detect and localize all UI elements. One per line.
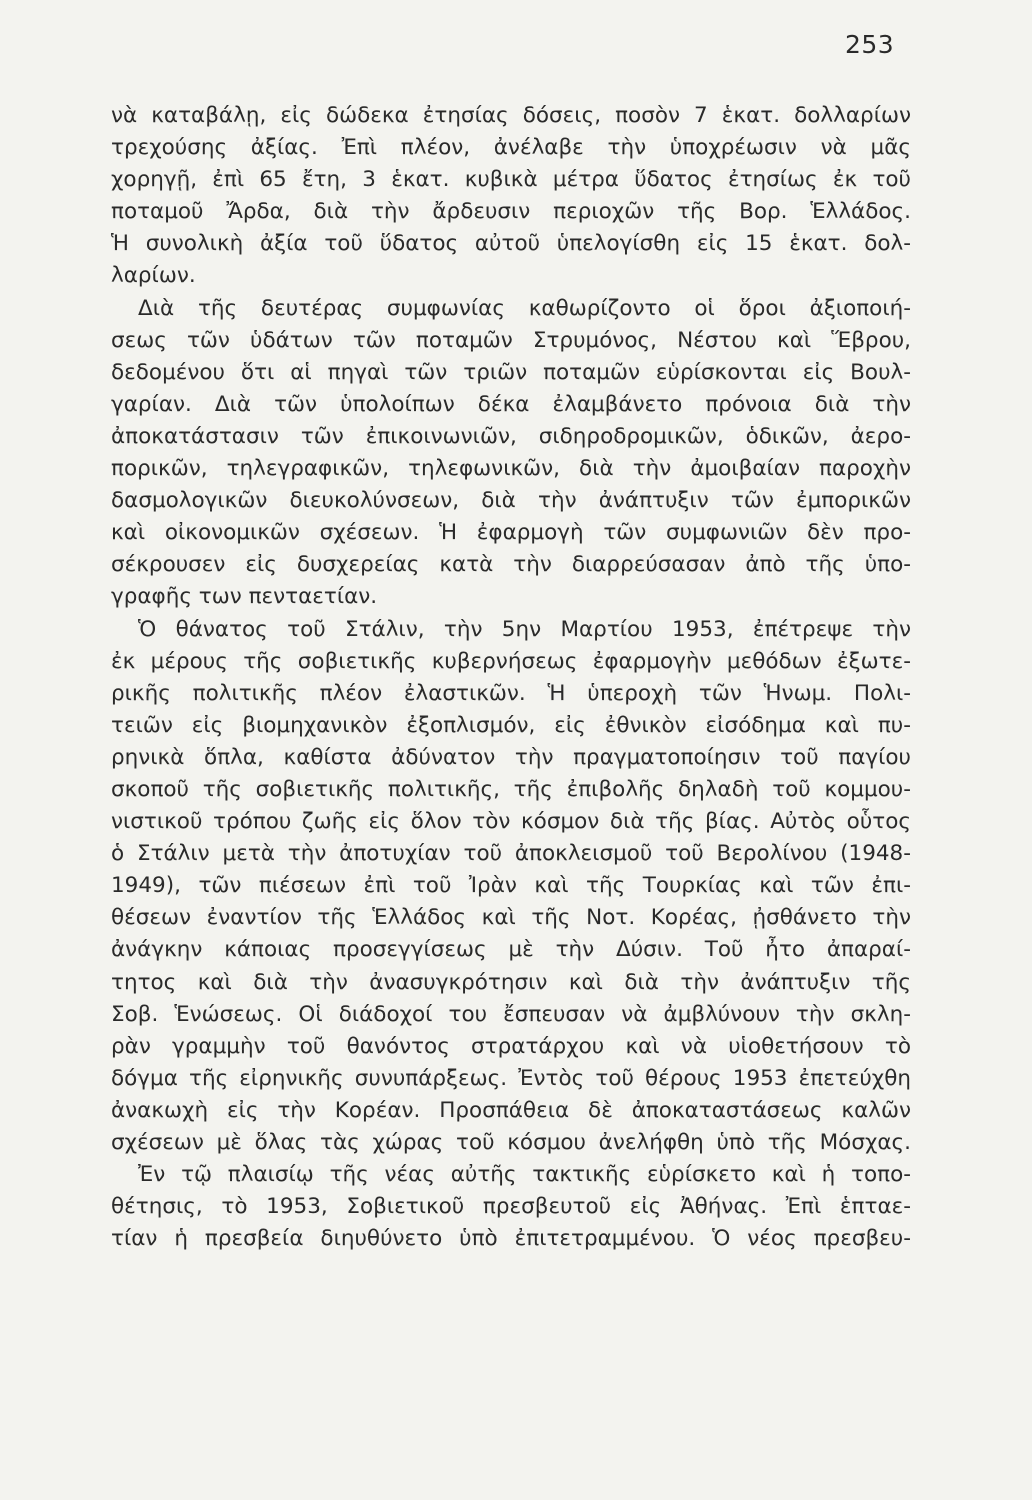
text-line: θέσεων ἐναντίον τῆς Ἑλλάδος καὶ τῆς Νοτ. Κορέας, ᾐσθάνετο τὴν: [111, 905, 911, 931]
text-line: σκοποῦ τῆς σοβιετικῆς πολιτικῆς, τῆς ἐπιβολῆς δηλαδὴ τοῦ κομμου-: [111, 776, 911, 802]
text-line: καὶ οἰκονομικῶν σχέσεων. Ἡ ἐφαρμογὴ τῶν συμφωνιῶν δὲν προ-: [111, 520, 911, 546]
text-line: θέτησις, τὸ 1953, Σοβιετικοῦ πρεσβευτοῦ εἰς Ἀθήνας. Ἐπὶ ἑπταε-: [111, 1194, 911, 1220]
text-line: δεδομένου ὅτι αἱ πηγαὶ τῶν τριῶν ποταμῶν εὑρίσκονται εἰς Βουλ-: [111, 359, 911, 385]
text-line: 1949), τῶν πιέσεων ἐπὶ τοῦ Ἰρὰν καὶ τῆς Τουρκίας καὶ τῶν ἐπι-: [111, 873, 911, 899]
text-line: ρικῆς πολιτικῆς πλέον ἐλαστικῶν. Ἡ ὑπεροχὴ τῶν Ἡνωμ. Πολι-: [111, 680, 911, 706]
text-line: Ἡ συνολικὴ ἀξία τοῦ ὕδατος αὐτοῦ ὑπελογίσθη εἰς 15 ἑκατ. δολ-: [111, 231, 911, 257]
text-line: ρηνικὰ ὅπλα, καθίστα ἀδύνατον τὴν πραγματοποίησιν τοῦ παγίου: [111, 744, 911, 770]
text-line: ρὰν γραμμὴν τοῦ θανόντος στρατάρχου καὶ νὰ υἱοθετήσουν τὸ: [111, 1033, 911, 1059]
paragraph-end-line: λαρίων.: [111, 263, 196, 289]
text-line: τητος καὶ διὰ τὴν ἀνασυγκρότησιν καὶ διὰ τὴν ἀνάπτυξιν τῆς: [111, 969, 911, 995]
page-number: 253: [845, 30, 895, 59]
body-text: [111, 100, 911, 1255]
text-line: σεως τῶν ὑδάτων τῶν ποταμῶν Στρυμόνος, Νέστου καὶ Ἕβρου,: [111, 327, 911, 353]
text-line: τρεχούσης ἀξίας. Ἐπὶ πλέον, ἀνέλαβε τὴν ὑποχρέωσιν νὰ μᾶς: [111, 135, 911, 161]
text-line: ἐκ μέρους τῆς σοβιετικῆς κυβερνήσεως ἐφαρμογὴν μεθόδων ἐξωτε-: [111, 648, 911, 674]
text-line: σέκρουσεν εἰς δυσχερείας κατὰ τὴν διαρρεύσασαν ἀπὸ τῆς ὑπο-: [111, 552, 911, 578]
paragraph-start-line: Ἐν τῷ πλαισίῳ τῆς νέας αὐτῆς τακτικῆς εὑρίσκετο καὶ ἡ τοπο-: [138, 1162, 911, 1188]
text-line: χορηγῇ, ἐπὶ 65 ἔτη, 3 ἑκατ. κυβικὰ μέτρα ὕδατος ἐτησίως ἐκ τοῦ: [111, 167, 911, 193]
text-line: νιστικοῦ τρόπου ζωῆς εἰς ὅλον τὸν κόσμον διὰ τῆς βίας. Αὐτὸς οὗτος: [111, 809, 911, 835]
text-line: ὁ Στάλιν μετὰ τὴν ἀποτυχίαν τοῦ ἀποκλεισμοῦ τοῦ Βερολίνου (1948-: [111, 841, 911, 867]
text-line: ἀνακωχὴ εἰς τὴν Κορέαν. Προσπάθεια δὲ ἀποκαταστάσεως καλῶν: [111, 1097, 911, 1123]
text-line: τειῶν εἰς βιομηχανικὸν ἐξοπλισμόν, εἰς ἐθνικὸν εἰσόδημα καὶ πυ-: [111, 712, 911, 738]
text-line: νὰ καταβάλῃ, εἰς δώδεκα ἐτησίας δόσεις, ποσὸν 7 ἑκατ. δολλαρίων: [111, 103, 911, 128]
paragraph-start-line: Ὁ θάνατος τοῦ Στάλιν, τὴν 5ην Μαρτίου 1953, ἐπέτρεψε τὴν: [138, 616, 911, 642]
text-line: δασμολογικῶν διευκολύνσεων, διὰ τὴν ἀνάπτυξιν τῶν ἐμπορικῶν: [111, 488, 911, 514]
paragraph-start-line: Διὰ τῆς δευτέρας συμφωνίας καθωρίζοντο οἱ ὅροι ἀξιοποιή-: [138, 295, 911, 321]
text-line: ἀποκατάστασιν τῶν ἐπικοινωνιῶν, σιδηροδρομικῶν, ὁδικῶν, ἀερο-: [111, 423, 911, 449]
text-line: πορικῶν, τηλεγραφικῶν, τηλεφωνικῶν, διὰ τὴν ἀμοιβαίαν παροχὴν: [111, 456, 911, 482]
text-line: ἀνάγκην κάποιας προσεγγίσεως μὲ τὴν Δύσιν. Τοῦ ἦτο ἀπαραί-: [111, 937, 911, 963]
paragraph-end-line: γραφῆς των πενταετίαν.: [111, 584, 378, 610]
text-line: Σοβ. Ἑνώσεως. Οἱ διάδοχοί του ἔσπευσαν νὰ ἀμβλύνουν τὴν σκλη-: [111, 1001, 911, 1027]
text-line: γαρίαν. Διὰ τῶν ὑπολοίπων δέκα ἐλαμβάνετο πρόνοια διὰ τὴν: [111, 391, 911, 417]
text-line: ποταμοῦ Ἄρδα, διὰ τὴν ἄρδευσιν περιοχῶν τῆς Βορ. Ἑλλάδος.: [111, 199, 911, 225]
paragraph-end-line: σχέσεων μὲ ὅλας τὰς χώρας τοῦ κόσμου ἀνελήφθη ὑπὸ τῆς Μόσχας.: [111, 1130, 911, 1155]
text-line: δόγμα τῆς εἰρηνικῆς συνυπάρξεως. Ἐντὸς τοῦ θέρους 1953 ἐπετεύχθη: [111, 1065, 911, 1091]
text-line: τίαν ἡ πρεσβεία διηυθύνετο ὑπὸ ἐπιτετραμμένου. Ὁ νέος πρεσβευ-: [111, 1226, 911, 1252]
